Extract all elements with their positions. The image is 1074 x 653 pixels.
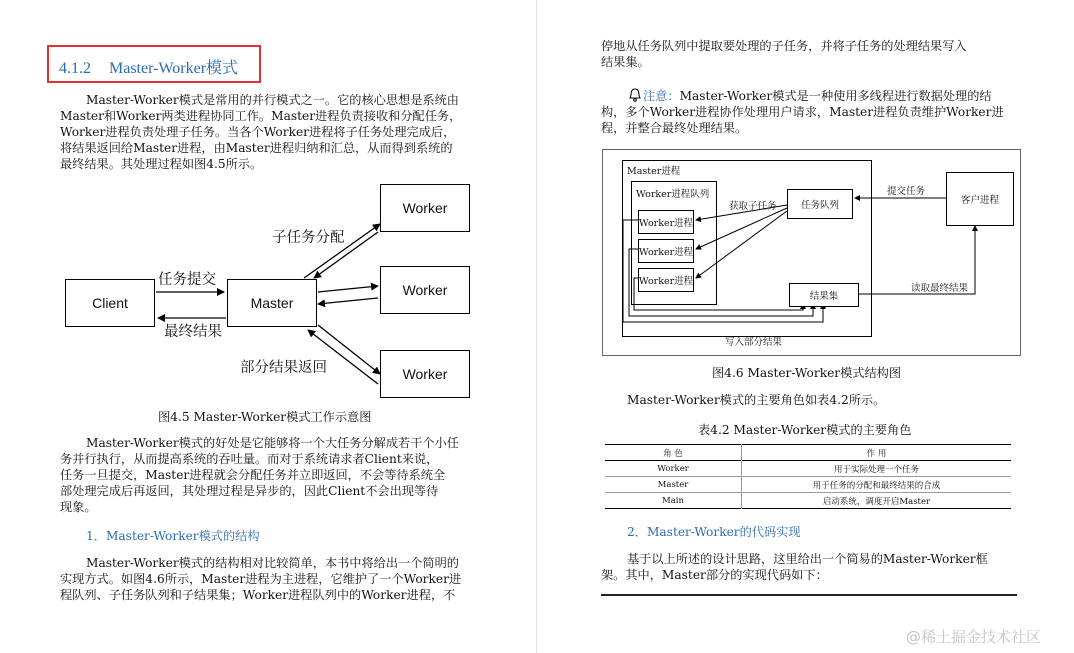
- roles-table: [605, 444, 1011, 509]
- section-1-heading: 1．Master-Worker模式的结构: [86, 529, 260, 543]
- section-2-heading: 2．Master-Worker的代码实现: [627, 525, 801, 539]
- client-process-box: 客户进程: [946, 172, 1014, 226]
- text-line: Master-Worker模式的主要角色如表4.2所示。: [627, 393, 886, 407]
- label-read-final: 读取最终结果: [911, 283, 969, 294]
- table-cell-role: Main: [605, 493, 742, 509]
- text-line: 将结果返回给Master进程，由Master进程归纳和汇总，从而得到系统的: [60, 141, 453, 155]
- worker-queue-label: Worker进程队列: [636, 189, 710, 200]
- worker-process-c: Worker进程: [638, 268, 694, 292]
- text-line: Worker进程负责处理子任务。当各个Worker进程将子任务处理完成后，: [60, 125, 456, 139]
- label-partial-return: 部分结果返回: [240, 360, 327, 376]
- client-box: Client: [65, 279, 155, 327]
- table-row: [605, 461, 1011, 477]
- section-number: 4.1.2: [59, 60, 91, 77]
- text-line: 实现方式。如图4.6所示，Master进程为主进程，它维护了一个Worker进: [60, 572, 462, 586]
- text-line: 基于以上所述的设计思路，这里给出一个简易的Master-Worker框: [627, 552, 988, 566]
- text-line: 构，多个Worker进程协作处理用户请求，Master进程负责维护Worker进: [601, 105, 1004, 119]
- result-set-box: 结果集: [789, 283, 859, 307]
- note-label: 注意：: [643, 89, 680, 103]
- figure-4-6-diagram: [602, 149, 1021, 356]
- text-line: 结果集。: [601, 55, 650, 69]
- figure-4-5-diagram: [60, 180, 480, 402]
- page-gutter: [536, 0, 537, 653]
- table-row: [605, 477, 1011, 493]
- master-box: Master: [227, 279, 317, 327]
- text-line: 务并行执行，从而提高系统的吞吐量。而对于系统请求者Client来说，: [60, 452, 439, 466]
- table-cell-function: 用于实际处理一个任务: [833, 464, 919, 475]
- text-line: 停地从任务队列中提取要处理的子任务，并将子任务的处理结果写入: [601, 39, 967, 53]
- table-cell-role: Master: [605, 477, 742, 493]
- section-heading: [59, 55, 238, 78]
- table-header-role: 角 色: [605, 445, 742, 461]
- worker-box-3: Worker: [380, 350, 470, 398]
- intro-paragraph: [60, 92, 461, 172]
- table-cell-function: 用于任务的分配和最终结果的合成: [812, 480, 941, 491]
- table-cell-role: Worker: [605, 461, 742, 477]
- text-line: 部处理完成后再返回，其处理过程是异步的，因此Client不会出现等待: [60, 484, 439, 498]
- table-cell-function: 启动系统，调度开启Master: [822, 496, 931, 507]
- task-queue-box: 任务队列: [787, 189, 853, 219]
- text-line: Master-Worker模式是一种使用多线程进行数据处理的结: [679, 89, 992, 103]
- watermark: @稀土掘金技术社区: [906, 628, 1042, 646]
- label-final-result: 最终结果: [164, 324, 222, 340]
- continued-paragraph: [601, 38, 967, 70]
- worker-box-1: Worker: [380, 184, 470, 232]
- table-4-2-caption: 表4.2 Master-Worker模式的主要角色: [698, 423, 912, 437]
- structure-paragraph: [60, 555, 461, 603]
- benefit-paragraph: [60, 435, 459, 515]
- note-first-line: [601, 87, 1004, 104]
- code-block-top-rule: [601, 594, 1017, 596]
- text-line: Master和Worker两类进程协同工作。Master进程负责接收和分配任务，: [60, 109, 462, 123]
- label-write-partial: 写入部分结果: [725, 337, 783, 348]
- figure-4-6-caption: 图4.6 Master-Worker模式结构图: [712, 366, 902, 380]
- roles-intro: [627, 392, 885, 408]
- table-header-row: [605, 445, 1011, 461]
- code-intro-paragraph: [601, 551, 988, 583]
- text-line: Master-Worker模式是常用的并行模式之一。它的核心思想是系统由: [86, 93, 459, 107]
- worker-process-b: Worker进程: [638, 239, 694, 263]
- text-line: 任务一旦提交，Master进程就会分配任务并立即返回，不会等待系统全: [60, 468, 446, 482]
- table-header-function: 作 用: [866, 448, 887, 459]
- label-subtask-assign: 子任务分配: [272, 230, 345, 246]
- table-row: [605, 493, 1011, 509]
- section-title: Master-Worker模式: [109, 60, 239, 77]
- label-fetch-subtask: 获取子任务: [729, 201, 777, 212]
- figure-4-5-caption: 图4.5 Master-Worker模式工作示意图: [158, 410, 372, 424]
- label-task-submit: 任务提交: [158, 272, 216, 288]
- note-paragraph: [601, 87, 1004, 136]
- label-submit-task: 提交任务: [887, 186, 926, 197]
- text-line: 现象。: [60, 500, 97, 514]
- text-line: 程队列、子任务队列和子结果集；Worker进程队列中的Worker进程，不: [60, 588, 456, 602]
- text-line: 程，并整合最终处理结果。: [601, 121, 748, 135]
- text-line: 架。其中，Master部分的实现代码如下：: [601, 568, 828, 582]
- master-process-label: Master进程: [627, 166, 681, 177]
- worker-box-2: Worker: [380, 266, 470, 314]
- text-line: Master-Worker模式的好处是它能够将一个大任务分解成若干个小任: [86, 436, 459, 450]
- text-line: Master-Worker模式的结构相对比较简单，本书中将给出一个简明的: [86, 556, 459, 570]
- text-line: 最终结果。其处理过程如图4.5所示。: [60, 157, 263, 171]
- bell-icon: [627, 87, 643, 103]
- worker-process-a: Worker进程: [638, 210, 694, 234]
